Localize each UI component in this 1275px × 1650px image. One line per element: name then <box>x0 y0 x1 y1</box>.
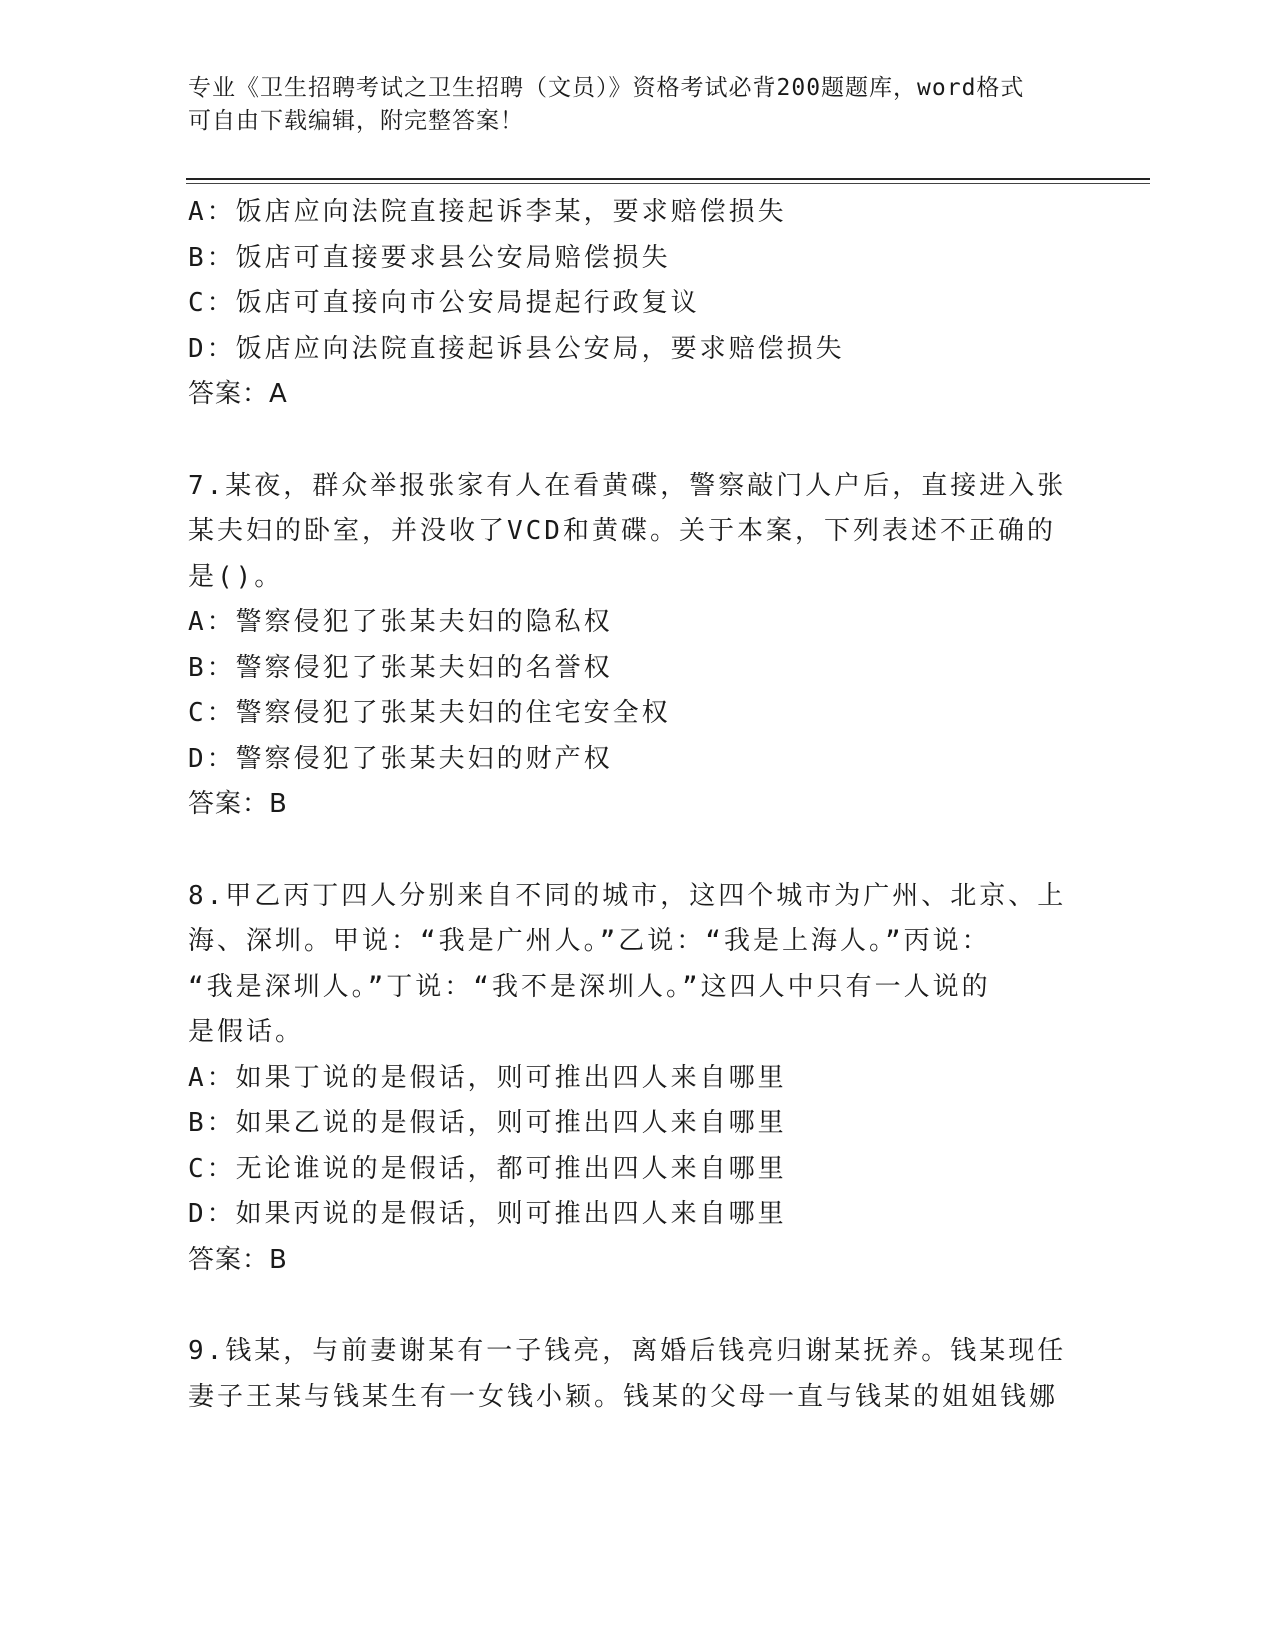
question-stem-line: 某夫妇的卧室，并没收了VCD和黄碟。关于本案，下列表述不正确的 <box>188 516 1056 546</box>
document-header <box>188 72 1068 138</box>
answer: 答案：B <box>188 789 288 819</box>
option-b: B：警察侵犯了张某夫妇的名誉权 <box>188 652 613 683</box>
spacer <box>188 1283 1088 1329</box>
header-line-2: 可自由下载编辑，附完整答案！ <box>188 108 524 134</box>
question-stem-line: 8.甲乙丙丁四人分别来自不同的城市，这四个城市为广州、北京、上 <box>188 880 1067 911</box>
question-list <box>188 190 1088 1420</box>
option-c: C：饭店可直接向市公安局提起行政复议 <box>188 288 700 318</box>
option-d: D：警察侵犯了张某夫妇的财产权 <box>188 743 613 774</box>
header-divider-thick <box>186 178 1150 180</box>
spacer <box>188 828 1088 874</box>
option-c: C：无论谁说的是假话，都可推出四人来自哪里 <box>188 1153 787 1184</box>
question-7 <box>188 464 1088 828</box>
answer: 答案：B <box>188 1244 288 1275</box>
option-a: A：如果丁说的是假话，则可推出四人来自哪里 <box>188 1062 787 1093</box>
answer: 答案：A <box>188 379 288 409</box>
question-6 <box>188 190 1088 418</box>
option-a: A：警察侵犯了张某夫妇的隐私权 <box>188 607 613 637</box>
question-stem-line: 7.某夜，群众举报张家有人在看黄碟，警察敲门人户后，直接进入张 <box>188 470 1067 501</box>
option-a: A：饭店应向法院直接起诉李某，要求赔偿损失 <box>188 197 787 227</box>
question-stem-line: 妻子王某与钱某生有一女钱小颖。钱某的父母一直与钱某的姐姐钱娜 <box>188 1381 1059 1412</box>
question-stem-line: 是()。 <box>188 561 284 592</box>
question-stem-line: 9.钱某，与前妻谢某有一子钱亮，离婚后钱亮归谢某抚养。钱某现任 <box>188 1336 1067 1366</box>
question-stem-line: 是假话。 <box>188 1017 305 1047</box>
question-stem-line: “我是深圳人。”丁说：“我不是深圳人。”这四人中只有一人说的 <box>188 971 991 1002</box>
option-c: C：警察侵犯了张某夫妇的住宅安全权 <box>188 698 671 728</box>
option-d: D：饭店应向法院直接起诉县公安局，要求赔偿损失 <box>188 333 845 364</box>
question-9 <box>188 1329 1088 1420</box>
header-line-1: 专业《卫生招聘考试之卫生招聘（文员）》资格考试必背200题题库，word格式 <box>188 75 1025 101</box>
option-b: B：如果乙说的是假话，则可推出四人来自哪里 <box>188 1108 787 1138</box>
header-divider-thin <box>186 183 1150 184</box>
question-stem-line: 海、深圳。甲说：“我是广州人。”乙说：“我是上海人。”丙说： <box>188 926 991 956</box>
question-8 <box>188 874 1088 1284</box>
option-b: B：饭店可直接要求县公安局赔偿损失 <box>188 242 671 273</box>
spacer <box>188 418 1088 464</box>
option-d: D：如果丙说的是假话，则可推出四人来自哪里 <box>188 1199 787 1229</box>
